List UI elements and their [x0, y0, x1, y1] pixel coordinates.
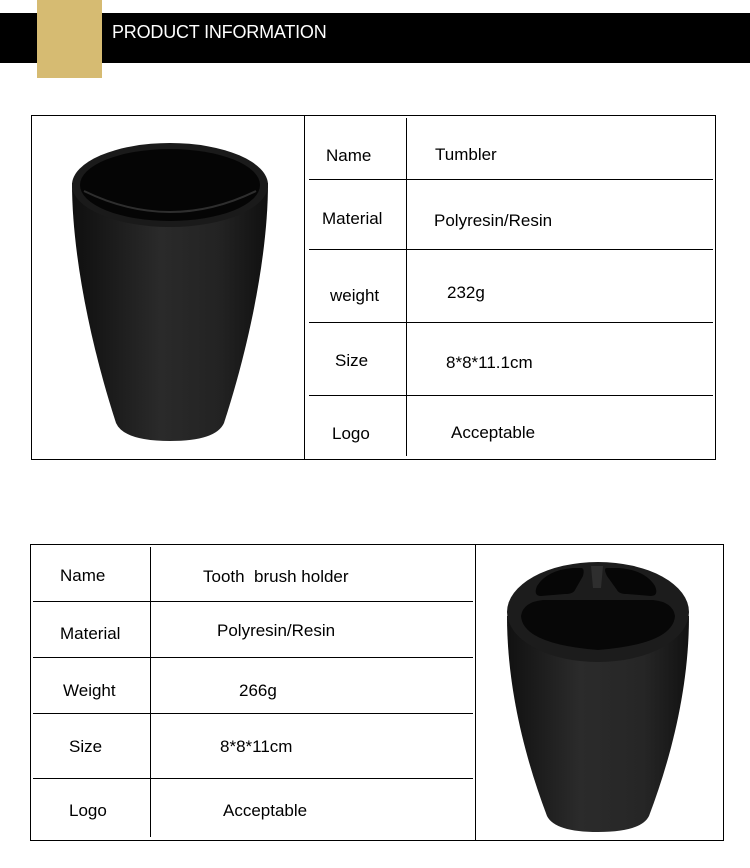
value-weight: 232g [447, 283, 485, 302]
column-divider [150, 547, 151, 837]
row-divider [309, 322, 713, 323]
toothbrush-holder-image [503, 558, 693, 833]
column-divider [406, 118, 407, 456]
value-size: 8*8*11.1cm [446, 353, 533, 372]
value-weight: 266g [239, 681, 277, 700]
product-table-tumbler [31, 115, 716, 460]
label-name: Name [326, 146, 372, 165]
section-title: PRODUCT INFORMATION [112, 22, 327, 42]
row-divider [33, 778, 473, 779]
header-accent-block [37, 0, 102, 78]
product-table-toothbrush-holder [30, 544, 724, 841]
label-size: Size [69, 737, 103, 756]
row-divider [33, 601, 473, 602]
row-divider [309, 179, 713, 180]
row-divider [309, 395, 713, 396]
row-divider [33, 657, 473, 658]
value-material: Polyresin/Resin [434, 211, 553, 230]
label-material: Material [60, 624, 121, 643]
value-name: Tumbler [435, 145, 497, 164]
label-name: Name [60, 566, 106, 585]
tumbler-image [66, 143, 274, 443]
product-image-cell [32, 116, 305, 459]
label-logo: Logo [69, 801, 107, 820]
value-logo: Acceptable [223, 801, 308, 820]
row-divider [309, 249, 713, 250]
label-weight: weight [330, 286, 380, 305]
label-material: Material [322, 209, 383, 228]
row-divider [33, 713, 473, 714]
product-image-cell [475, 545, 724, 840]
label-size: Size [335, 351, 369, 370]
value-logo: Acceptable [451, 423, 536, 442]
value-material: Polyresin/Resin [217, 621, 336, 640]
label-weight: Weight [63, 681, 116, 700]
value-size: 8*8*11cm [220, 737, 293, 756]
value-name: Tooth brush holder [203, 567, 349, 586]
label-logo: Logo [332, 424, 370, 443]
